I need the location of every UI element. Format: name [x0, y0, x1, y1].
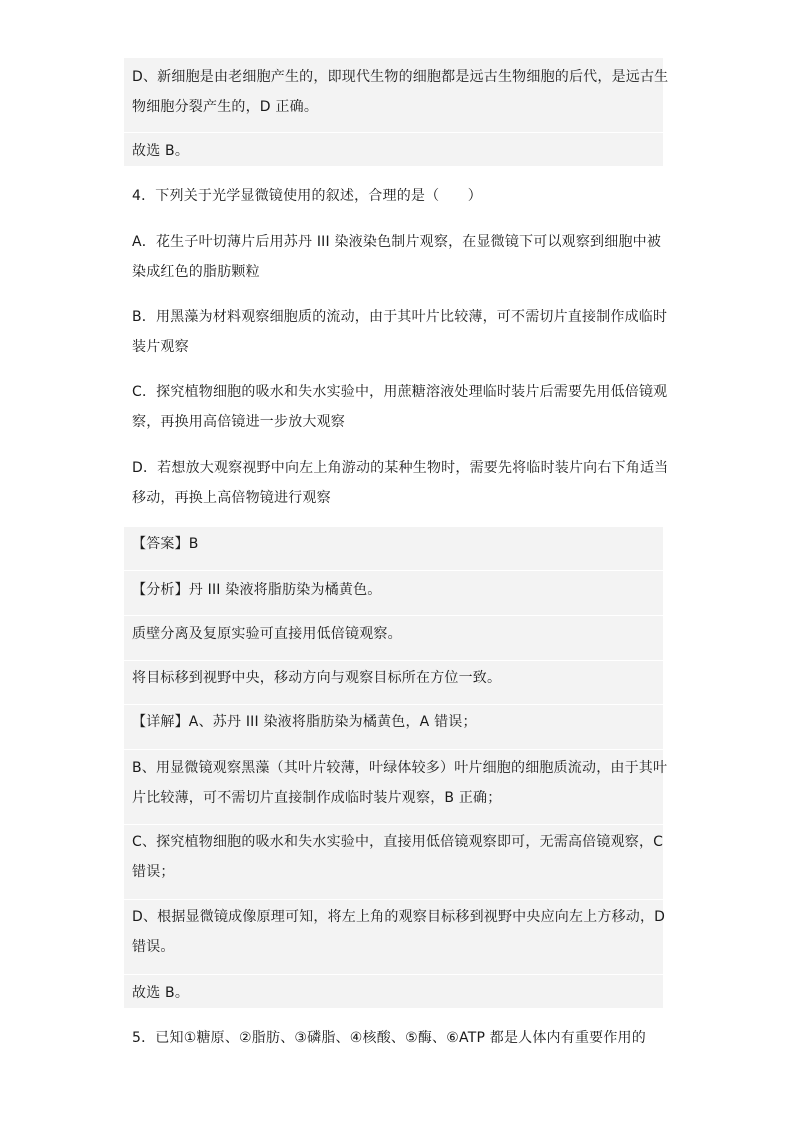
explanation-conclusion — [132, 136, 663, 166]
text-line: 片比较薄，可不需切片直接制作成临时装片观察，B 正确； — [132, 790, 502, 806]
explanation-option-d — [132, 62, 669, 122]
text-line: A．花生子叶切薄片后用苏丹 III 染液染色制片观察，在显微镜下可以观察到细胞中被 — [132, 234, 662, 250]
text-line: 错误； — [132, 864, 175, 880]
shade-separator — [124, 570, 663, 571]
shade-separator — [124, 749, 663, 750]
text-line: 察，再换用高倍镜进一步放大观察 — [132, 414, 345, 430]
text-line: 【答案】B — [132, 536, 199, 552]
shade-separator — [124, 704, 663, 705]
detail-b — [132, 753, 668, 813]
question-4-stem — [132, 181, 663, 211]
answer-conclusion — [132, 978, 663, 1008]
text-line: C．探究植物细胞的吸水和失水实验中，用蔗糖溶液处理临时装片后需要先用低倍镜观 — [132, 384, 668, 400]
shade-separator — [124, 660, 663, 661]
analysis-note-2 — [132, 663, 663, 693]
question-5-stem — [132, 1023, 663, 1053]
shade-separator — [124, 974, 663, 975]
text-line: 故选 B。 — [132, 143, 190, 159]
text-line: 4．下列关于光学显微镜使用的叙述，合理的是（ ） — [132, 188, 482, 204]
detail-c — [132, 827, 663, 887]
analysis-text — [132, 575, 663, 605]
question-4-option-d — [132, 453, 669, 513]
text-line: 错误。 — [132, 939, 175, 955]
text-line: 【详解】A、苏丹 III 染液将脂肪染为橘黄色，A 错误； — [132, 714, 477, 730]
text-line: 装片观察 — [132, 339, 189, 355]
shade-separator — [124, 132, 663, 133]
text-line: D、根据显微镜成像原理可知，将左上角的观察目标移到视野中央应向左上方移动，D — [132, 909, 666, 925]
text-line: 将目标移到视野中央，移动方向与观察目标所在方位一致。 — [132, 670, 502, 686]
detail-a — [132, 707, 663, 737]
text-line: 5．已知①糖原、②脂肪、③磷脂、④核酸、⑤酶、⑥ATP 都是人体内有重要作用的 — [132, 1030, 646, 1046]
detail-d — [132, 902, 666, 962]
text-line: 故选 B。 — [132, 985, 190, 1001]
shade-separator — [124, 824, 663, 825]
text-line: C、探究植物细胞的吸水和失水实验中，直接用低倍镜观察即可，无需高倍镜观察，C — [132, 834, 664, 850]
text-line: 物细胞分裂产生的，D 正确。 — [132, 99, 319, 115]
text-line: B、用显微镜观察黑藻（其叶片较薄，叶绿体较多）叶片细胞的细胞质流动，由于其叶 — [132, 760, 668, 776]
text-line: 质壁分离及复原实验可直接用低倍镜观察。 — [132, 626, 402, 642]
answer-label — [132, 529, 663, 559]
question-4-option-b — [132, 302, 668, 362]
text-line: D．若想放大观察视野中向左上角游动的某种生物时，需要先将临时装片向右下角适当 — [132, 460, 669, 476]
text-line: 染成红色的脂肪颗粒 — [132, 264, 260, 280]
text-line: D、新细胞是由老细胞产生的，即现代生物的细胞都是远古生物细胞的后代，是远古生 — [132, 69, 669, 85]
analysis-note-1 — [132, 619, 663, 649]
question-4-option-c — [132, 377, 668, 437]
text-line: B．用黑藻为材料观察细胞质的流动，由于其叶片比较薄，可不需切片直接制作成临时 — [132, 309, 668, 325]
text-line: 移动，再换上高倍物镜进行观察 — [132, 490, 331, 506]
shade-separator — [124, 899, 663, 900]
shade-separator — [124, 615, 663, 616]
text-line: 【分析】丹 III 染液将脂肪染为橘黄色。 — [132, 582, 382, 598]
question-4-option-a — [132, 227, 663, 287]
